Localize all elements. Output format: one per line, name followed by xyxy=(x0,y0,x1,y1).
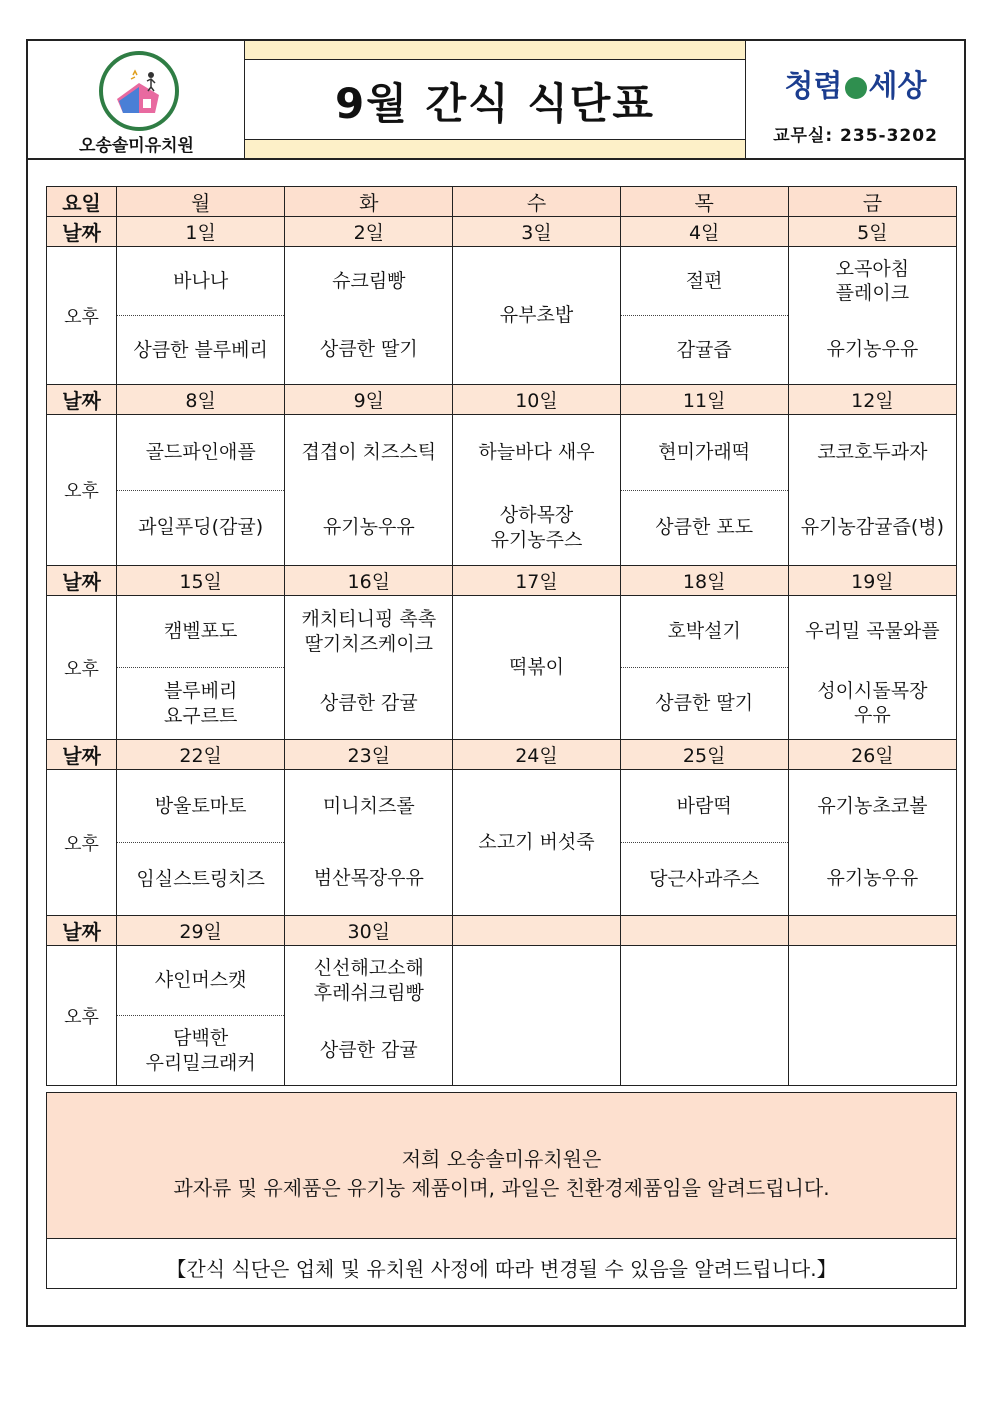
snack-cell xyxy=(285,770,453,916)
snack-cell xyxy=(620,946,788,1086)
snack-pair xyxy=(789,770,956,915)
snack-item-main: 절편 xyxy=(621,247,788,316)
snack-cell xyxy=(788,770,956,916)
snack-item-side: 유기농우유 xyxy=(826,338,919,361)
date-row xyxy=(47,566,957,596)
snack-pair xyxy=(789,247,956,384)
snack-cell xyxy=(285,415,453,566)
date-cell: 11일 xyxy=(620,385,788,415)
weekday-1: 화 xyxy=(285,187,453,217)
snack-pair xyxy=(117,596,284,739)
date-cell: 8일 xyxy=(117,385,285,415)
date-cell: 3일 xyxy=(453,217,620,247)
date-cell: 18일 xyxy=(620,566,788,596)
snack-pair xyxy=(789,596,956,739)
date-cell: 25일 xyxy=(620,740,788,770)
period-label: 오후 xyxy=(47,415,117,566)
date-cell xyxy=(453,916,620,946)
snack-row xyxy=(47,596,957,740)
contact-block xyxy=(745,41,964,158)
snack-item-main: 코코호두과자 xyxy=(817,441,928,464)
date-cell: 23일 xyxy=(285,740,453,770)
snack-item-main: 현미가래떡 xyxy=(621,415,788,491)
snack-pair xyxy=(285,596,452,739)
snack-item-side: 당근사과주스 xyxy=(649,867,760,890)
snack-cell xyxy=(788,247,956,385)
snack-cell xyxy=(117,415,285,566)
snack-item-main: 호박설기 xyxy=(621,596,788,668)
snack-cell xyxy=(453,415,620,566)
snack-item-main: 미니치즈롤 xyxy=(322,794,415,817)
snack-cell xyxy=(453,596,620,740)
period-label: 오후 xyxy=(47,770,117,916)
snack-item-side: 담백한 우리밀크래커 xyxy=(145,1026,256,1074)
notice-line-2: 과자류 및 유제품은 유기농 제품이며, 과일은 친환경제품임을 알려드립니다. xyxy=(173,1176,830,1200)
date-cell: 16일 xyxy=(285,566,453,596)
snack-item-main: 슈크림빵 xyxy=(332,269,406,292)
snack-item-side: 상큼한 딸기 xyxy=(319,338,418,361)
snack-cell xyxy=(453,247,620,385)
snack-item-main: 우리밀 곡물와플 xyxy=(805,620,940,643)
notice-line-1: 저희 오송솔미유치원은 xyxy=(401,1147,602,1171)
slogan-right: 세상 xyxy=(868,69,927,104)
snack-item-main: 바람떡 xyxy=(621,770,788,843)
weekday-header-row xyxy=(47,187,957,217)
snack-item-main: 유기농초코볼 xyxy=(817,794,928,817)
date-row xyxy=(47,217,957,247)
snack-item-main: 하늘바다 새우 xyxy=(478,441,595,464)
slogan-left: 청렴 xyxy=(784,69,843,104)
snack-item-main: 방울토마토 xyxy=(117,770,284,843)
snack-cell xyxy=(788,946,956,1086)
snack-cell xyxy=(117,247,285,385)
date-cell: 12일 xyxy=(788,385,956,415)
snack-cell xyxy=(285,596,453,740)
snack-item xyxy=(789,946,956,1085)
date-label: 날짜 xyxy=(47,566,117,596)
snack-item-main: 겹겹이 치즈스틱 xyxy=(301,441,437,464)
date-label: 날짜 xyxy=(47,385,117,415)
snack-pair xyxy=(117,415,284,565)
weekday-3: 목 xyxy=(620,187,788,217)
integrity-slogan-logo xyxy=(746,61,965,105)
snack-item-side: 블루베리 요구르트 xyxy=(163,679,238,727)
snack-cell xyxy=(788,596,956,740)
date-cell xyxy=(788,916,956,946)
notice-highlight xyxy=(47,1093,956,1239)
period-label: 오후 xyxy=(47,946,117,1086)
snack-item-side: 유기농우유 xyxy=(826,867,919,890)
weekday-header-label: 요일 xyxy=(47,187,117,217)
date-cell: 1일 xyxy=(117,217,285,247)
snack-item: 소고기 버섯죽 xyxy=(478,831,595,854)
snack-cell xyxy=(620,415,788,566)
weekday-0: 월 xyxy=(117,187,285,217)
date-cell: 19일 xyxy=(788,566,956,596)
date-cell: 5일 xyxy=(788,217,956,247)
school-logo xyxy=(99,51,179,131)
date-label: 날짜 xyxy=(47,217,117,247)
snack-item-side: 성이시돌목장 우유 xyxy=(817,679,928,727)
snack-row xyxy=(47,415,957,566)
snack-item-side: 상하목장 유기농주스 xyxy=(490,503,583,551)
snack-item-main: 샤인머스캣 xyxy=(117,946,284,1016)
snack-cell xyxy=(285,247,453,385)
snack-item xyxy=(453,946,619,1085)
snack-row xyxy=(47,946,957,1086)
weekday-4: 금 xyxy=(788,187,956,217)
snack-item-side: 상큼한 감귤 xyxy=(319,1038,418,1061)
date-cell: 22일 xyxy=(117,740,285,770)
date-row xyxy=(47,740,957,770)
date-cell: 15일 xyxy=(117,566,285,596)
snack-item-side: 상큼한 포도 xyxy=(655,516,754,539)
snack-row xyxy=(47,770,957,916)
snack-pair xyxy=(117,770,284,915)
snack-row xyxy=(47,247,957,385)
header xyxy=(28,41,964,160)
snack-item-main: 캠벨포도 xyxy=(117,596,284,668)
school-name: 오송솔미유치원 xyxy=(79,136,194,156)
page-title: 9월 간식 식단표 xyxy=(335,79,655,128)
snack-cell xyxy=(117,946,285,1086)
school-logo-block xyxy=(28,41,245,158)
title-block xyxy=(245,41,745,158)
snack-pair xyxy=(117,247,284,384)
page-frame xyxy=(26,39,966,1327)
snack-pair xyxy=(621,596,788,739)
snack-item-side: 상큼한 감귤 xyxy=(319,691,418,714)
snack-pair xyxy=(285,946,452,1085)
snack-item-side: 과일푸딩(감귤) xyxy=(138,516,264,539)
snack-cell xyxy=(788,415,956,566)
snack-menu-table xyxy=(46,186,957,1086)
snack-pair xyxy=(453,415,619,565)
date-cell: 24일 xyxy=(453,740,620,770)
date-row xyxy=(47,385,957,415)
date-label: 날짜 xyxy=(47,916,117,946)
snack-item-main: 신선해고소해 후레쉬크림빵 xyxy=(313,957,424,1004)
snack-item-side: 임실스트링치즈 xyxy=(136,867,265,890)
house-icon xyxy=(103,55,175,127)
date-cell: 30일 xyxy=(285,916,453,946)
snack-item-side: 상큼한 딸기 xyxy=(655,692,754,715)
snack-pair xyxy=(621,770,788,915)
date-cell: 2일 xyxy=(285,217,453,247)
snack-item-main: 오곡아침 플레이크 xyxy=(835,257,910,305)
period-label: 오후 xyxy=(47,596,117,740)
snack-cell xyxy=(117,596,285,740)
snack-item-main: 골드파인애플 xyxy=(117,415,284,491)
date-label: 날짜 xyxy=(47,740,117,770)
snack-pair xyxy=(285,770,452,915)
period-label: 오후 xyxy=(47,247,117,385)
snack-item-side: 유기농우유 xyxy=(322,516,415,539)
date-cell: 10일 xyxy=(453,385,620,415)
date-cell: 29일 xyxy=(117,916,285,946)
snack-item xyxy=(621,946,788,1085)
snack-cell xyxy=(620,770,788,916)
snack-cell xyxy=(117,770,285,916)
snack-pair xyxy=(285,415,452,565)
snack-item-main: 바나나 xyxy=(117,247,284,316)
date-cell: 17일 xyxy=(453,566,620,596)
snack-cell xyxy=(453,946,620,1086)
snack-pair xyxy=(117,946,284,1085)
snack-pair xyxy=(621,247,788,384)
change-notice: 【간식 식단은 업체 및 유치원 사정에 따라 변경될 수 있음을 알려드립니다.】 xyxy=(166,1257,837,1281)
snack-pair xyxy=(789,415,956,565)
snack-item-side: 범산목장우유 xyxy=(313,867,424,890)
date-cell: 4일 xyxy=(620,217,788,247)
date-cell: 26일 xyxy=(788,740,956,770)
snack-cell xyxy=(620,596,788,740)
title-band-bottom xyxy=(245,139,745,158)
snack-cell xyxy=(453,770,620,916)
snack-pair xyxy=(621,415,788,565)
snack-item-side: 상큼한 블루베리 xyxy=(133,338,268,361)
snack-item: 유부초밥 xyxy=(499,304,574,327)
office-phone: 교무실: 235-3202 xyxy=(773,126,938,146)
date-cell: 9일 xyxy=(285,385,453,415)
slogan-badge-icon xyxy=(845,77,867,99)
weekday-2: 수 xyxy=(453,187,620,217)
date-row xyxy=(47,916,957,946)
snack-pair xyxy=(285,247,452,384)
title-band-top xyxy=(245,41,745,60)
notice-box xyxy=(46,1092,957,1289)
snack-cell xyxy=(285,946,453,1086)
snack-item-side: 유기농감귤즙(병) xyxy=(800,516,945,539)
snack-item-side: 감귤즙 xyxy=(676,338,732,361)
snack-item-main: 캐치티니핑 촉촉 딸기치즈케이크 xyxy=(301,608,437,655)
snack-cell xyxy=(620,247,788,385)
snack-item: 떡볶이 xyxy=(508,656,565,679)
date-cell xyxy=(620,916,788,946)
